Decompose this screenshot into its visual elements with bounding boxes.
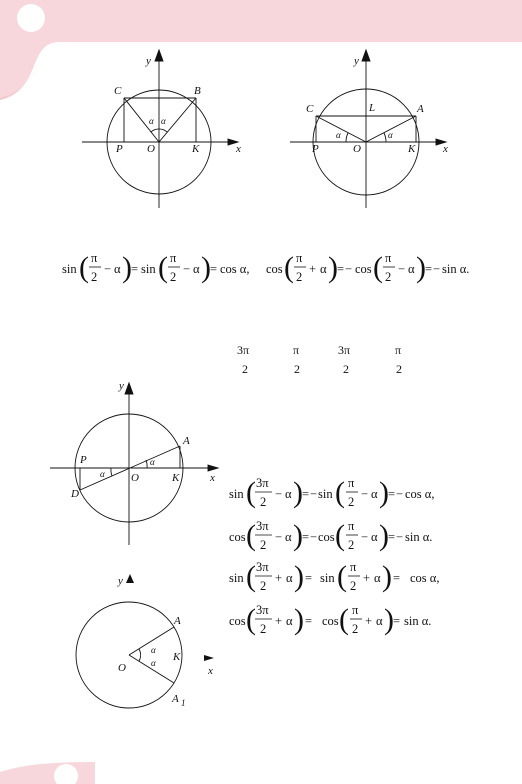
fig1-point-p: P [116, 143, 123, 155]
fig1-alpha-left: α [149, 116, 154, 126]
eq3-eq: = [305, 571, 313, 585]
eq-top-neg-3: − [345, 262, 353, 276]
fig2-alpha-right: α [388, 130, 393, 140]
fig1-alpha-right: α [161, 116, 166, 126]
eq-top-plus-3: + [309, 262, 317, 276]
eq4-fn: cos [229, 614, 246, 628]
eq-top-lparen-3: ( [284, 251, 294, 284]
eq2-lparen: ( [246, 519, 256, 552]
fig4-y-label: y [118, 575, 123, 587]
eq3-op2: + [363, 571, 371, 585]
eq4-rparen: ) [294, 603, 304, 636]
fig4-x-label: x [208, 665, 213, 677]
fig3-alpha-left: α [100, 469, 105, 479]
eq-top-cos-2: cos [355, 262, 372, 276]
eq-top-two-1: 2 [91, 270, 98, 284]
fig2-point-k: K [408, 143, 416, 155]
eq-top-eq-4: = [425, 262, 433, 276]
eq3-res: cos α, [410, 571, 440, 585]
eq-top-two-3: 2 [296, 270, 303, 284]
eq3-rparen2: ) [382, 560, 392, 593]
frac-num-4: π [395, 343, 402, 357]
frac-den-2: 2 [294, 362, 300, 376]
eq1-op: − [275, 487, 283, 501]
eq-top-alpha-4: α [408, 262, 415, 276]
eq-top-eq-3: = [337, 262, 345, 276]
eq2-rparen2: ) [379, 519, 389, 552]
fig2-y-label: y [354, 55, 359, 67]
eq4-den: 2 [260, 622, 267, 636]
eq-top-sin-alpha: sin α. [442, 262, 470, 276]
fig3-alpha-right: α [150, 457, 155, 467]
eq1-fn: sin [229, 487, 244, 501]
eq2-num2: π [348, 519, 355, 533]
eq-top-alpha-1: α [114, 262, 121, 276]
eq2-eq: = [302, 530, 310, 544]
eq3-den2: 2 [350, 579, 357, 593]
eq4-den2: 2 [352, 622, 359, 636]
eq3-lparen2: ( [337, 560, 347, 593]
eq3-num: 3π [256, 560, 269, 574]
fig3-point-a: A [183, 435, 190, 447]
eq2-fn: cos [229, 530, 246, 544]
eq-top-lparen-4: ( [373, 251, 383, 284]
eq-top-minus-4: − [398, 262, 406, 276]
eq1-rhs-fn: sin [318, 487, 333, 501]
eq2-op: − [275, 530, 283, 544]
eq-top-minus-2: − [183, 262, 191, 276]
eq1-eq2: = [388, 487, 396, 501]
eq2-res: sin α. [405, 530, 433, 544]
eq-top-cos-1: cos [266, 262, 283, 276]
eq1-lparen2: ( [335, 476, 345, 509]
eq1-num2: π [348, 476, 355, 490]
eq4-res: sin α. [404, 614, 432, 628]
fig1-x-label: x [236, 143, 241, 155]
eq3-den: 2 [260, 579, 267, 593]
eq-top-cos-alpha: cos α, [220, 262, 250, 276]
fig4-alpha-top: α [151, 645, 156, 655]
eq4-op2: + [365, 614, 373, 628]
fig4-point-a1-sub: 1 [181, 698, 186, 708]
eq1-rparen2: ) [379, 476, 389, 509]
eq-top-minus-1: − [104, 262, 112, 276]
eq3-alpha: α [286, 571, 293, 585]
eq4-num2: π [352, 603, 359, 617]
frac-num-2: π [293, 343, 300, 357]
eq1-alpha: α [285, 487, 292, 501]
eq4-lparen: ( [246, 603, 256, 636]
eq-top-pi-4: π [385, 251, 392, 265]
eq3-rparen: ) [294, 560, 304, 593]
eq1-op2: − [361, 487, 369, 501]
eq2-sign: − [310, 530, 318, 544]
eq1-eq: = [302, 487, 310, 501]
eq1-den: 2 [260, 495, 267, 509]
eq2-alpha2: α [371, 530, 378, 544]
eq2-rhs-sign: − [396, 530, 404, 544]
fig1-point-c: C [114, 85, 122, 97]
eq-top-lparen-2: ( [158, 251, 168, 284]
fig4-alpha-bottom: α [151, 658, 156, 668]
fig1-point-k: K [192, 143, 200, 155]
eq1-rparen: ) [293, 476, 303, 509]
eq-top-sin-1: sin [62, 262, 77, 276]
fig4-point-o: O [118, 662, 126, 674]
fig3-x-label: x [210, 472, 215, 484]
eq2-rhs-fn: cos [318, 530, 335, 544]
frac-den-3: 2 [343, 362, 349, 376]
frac-num-1: 3π [237, 343, 250, 357]
eq-top-neg-4: − [433, 262, 441, 276]
eq1-lparen: ( [246, 476, 256, 509]
eq1-den2: 2 [348, 495, 355, 509]
eq-top-rparen-3: ) [328, 251, 338, 284]
eq-top-eq-2: = [210, 262, 218, 276]
eq-top-alpha-3: α [320, 262, 327, 276]
eq3-eq2: = [393, 571, 401, 585]
eq2-eq2: = [388, 530, 396, 544]
fig2-x-label: x [443, 143, 448, 155]
frac-num-3: 3π [338, 343, 351, 357]
eq2-den: 2 [260, 538, 267, 552]
eq2-lparen2: ( [335, 519, 345, 552]
eq2-alpha: α [285, 530, 292, 544]
eq2-den2: 2 [348, 538, 355, 552]
eq3-lparen: ( [246, 560, 256, 593]
eq4-op: + [275, 614, 283, 628]
eq4-rhs-fn: cos [322, 614, 339, 628]
eq4-alpha2: α [376, 614, 383, 628]
fig2-point-c: C [306, 103, 314, 115]
eq-top-eq-1: = [131, 262, 139, 276]
eq2-op2: − [361, 530, 369, 544]
eq1-sign: − [310, 487, 318, 501]
fig1-point-o: O [147, 143, 155, 155]
eq1-res: cos α, [405, 487, 435, 501]
eq4-eq: = [305, 614, 313, 628]
eq3-fn: sin [229, 571, 244, 585]
eq-top-pi-1: π [91, 251, 98, 265]
eq-top-pi-2: π [170, 251, 177, 265]
fig3-point-d: D [71, 488, 79, 500]
fig2-point-o: O [353, 143, 361, 155]
fig3-point-o: O [131, 472, 139, 484]
eq3-num2: π [350, 560, 357, 574]
eq1-rhs-sign: − [396, 487, 404, 501]
fig4-point-a: A [174, 615, 181, 627]
eq4-num: 3π [256, 603, 269, 617]
fig1-point-b: B [194, 85, 201, 97]
fig3-point-k: K [172, 472, 180, 484]
eq-top-two-4: 2 [385, 270, 392, 284]
eq2-num: 3π [256, 519, 269, 533]
fig3-point-p: P [80, 454, 87, 466]
eq-top-rparen-1: ) [122, 251, 132, 284]
eq4-lparen2: ( [339, 603, 349, 636]
fig4-point-k: K [173, 651, 181, 663]
eq-top-pi-3: π [296, 251, 303, 265]
eq1-alpha2: α [371, 487, 378, 501]
eq3-rhs-fn: sin [320, 571, 335, 585]
fig2-alpha-left: α [336, 130, 341, 140]
fig2-point-a: A [417, 103, 424, 115]
eq2-rparen: ) [293, 519, 303, 552]
fig4-point-a1: A [172, 693, 179, 705]
eq4-rparen2: ) [384, 603, 394, 636]
eq3-alpha2: α [374, 571, 381, 585]
eq4-alpha: α [286, 614, 293, 628]
eq1-num: 3π [256, 476, 269, 490]
eq-top-alpha-2: α [193, 262, 200, 276]
eq-top-sin-2: sin [141, 262, 156, 276]
eq4-eq2: = [393, 614, 401, 628]
frac-den-1: 2 [242, 362, 248, 376]
fig3-y-label: y [119, 380, 124, 392]
eq-top-rparen-4: ) [416, 251, 426, 284]
fig2-point-l: L [369, 102, 376, 114]
eq-top-lparen-1: ( [79, 251, 89, 284]
eq-top-two-2: 2 [170, 270, 177, 284]
eq-top-rparen-2: ) [201, 251, 211, 284]
eq3-op: + [275, 571, 283, 585]
fig1-y-label: y [146, 55, 151, 67]
fig2-point-p: P [312, 143, 319, 155]
frac-den-4: 2 [396, 362, 402, 376]
